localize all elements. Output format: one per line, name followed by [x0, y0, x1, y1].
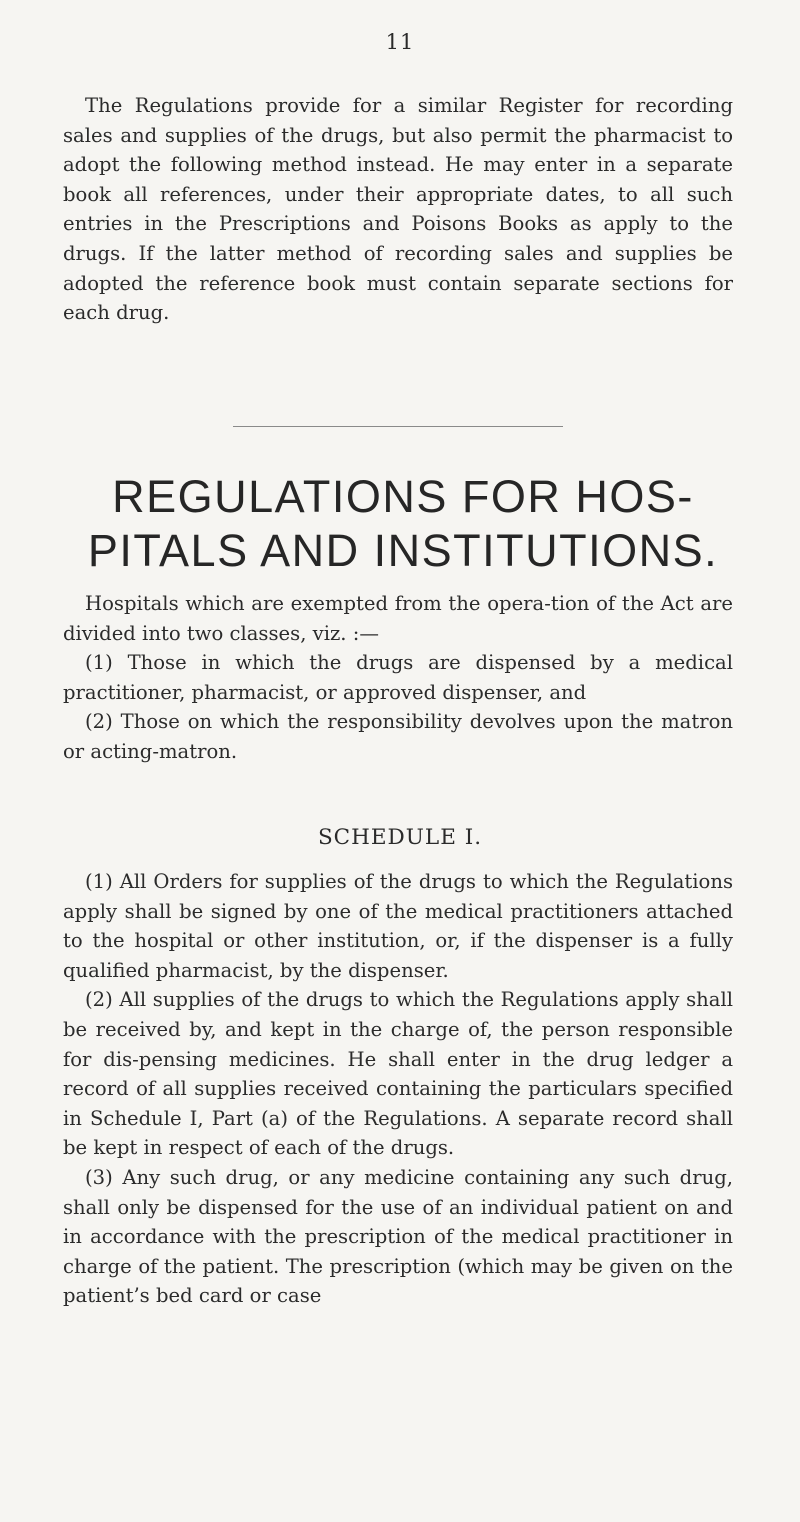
- page-number: 11: [385, 30, 415, 54]
- section-heading: REGULATIONS FOR HOS-PITALS AND INSTITUTIONS.: [87, 471, 719, 576]
- schedule-item-3: (3) Any such drug, or any medicine containing any such drug, shall only be dispensed for the use of an individual patient on and in accordance with the prescription of the medical practitioner in charge of the patient. The prescription (which may be given on the patient’s bed card or case: [63, 1165, 733, 1308]
- schedule-item-1: (1) All Orders for supplies of the drugs to which the Regulations apply shall be signed by one of the medical practitioners attached to the hospital or other institution, or, if the dispenser is a fully qualified pharmacist, by the dispenser.: [63, 870, 733, 982]
- schedule-item-2: (2) All supplies of the drugs to which the Regulations apply shall be received by, and kept in the charge of, the person responsible for dis-pensing medicines. He shall enter in the drug ledger a record of all supplies received containing the particulars specified in Schedule I, Part (a) of the Regulations. A separate record shall be kept in respect of each of the drugs.: [63, 988, 733, 1160]
- hospital-classes-section: [63, 589, 733, 767]
- class-item-2: (2) Those on which the responsibility devolves upon the matron or acting-matron.: [63, 710, 733, 763]
- schedule-section: [63, 867, 733, 1311]
- intro-section: [63, 91, 733, 328]
- section-intro-paragraph: Hospitals which are exempted from the opera-tion of the Act are divided into two classes, viz. :—: [63, 592, 733, 645]
- section-divider: [233, 426, 563, 427]
- schedule-heading: SCHEDULE I.: [317, 825, 483, 850]
- class-item-1: (1) Those in which the drugs are dispensed by a medical practitioner, pharmacist, or approved dispenser, and: [63, 651, 733, 704]
- intro-paragraph: The Regulations provide for a similar Register for recording sales and supplies of the drugs, but also permit the pharmacist to adopt the following method instead. He may enter in a separate book all references, under their appropriate dates, to all such entries in the Prescriptions and Poisons Books as apply to the drugs. If the latter method of recording sales and supplies be adopted the reference book must contain separate sections for each drug.: [63, 94, 733, 325]
